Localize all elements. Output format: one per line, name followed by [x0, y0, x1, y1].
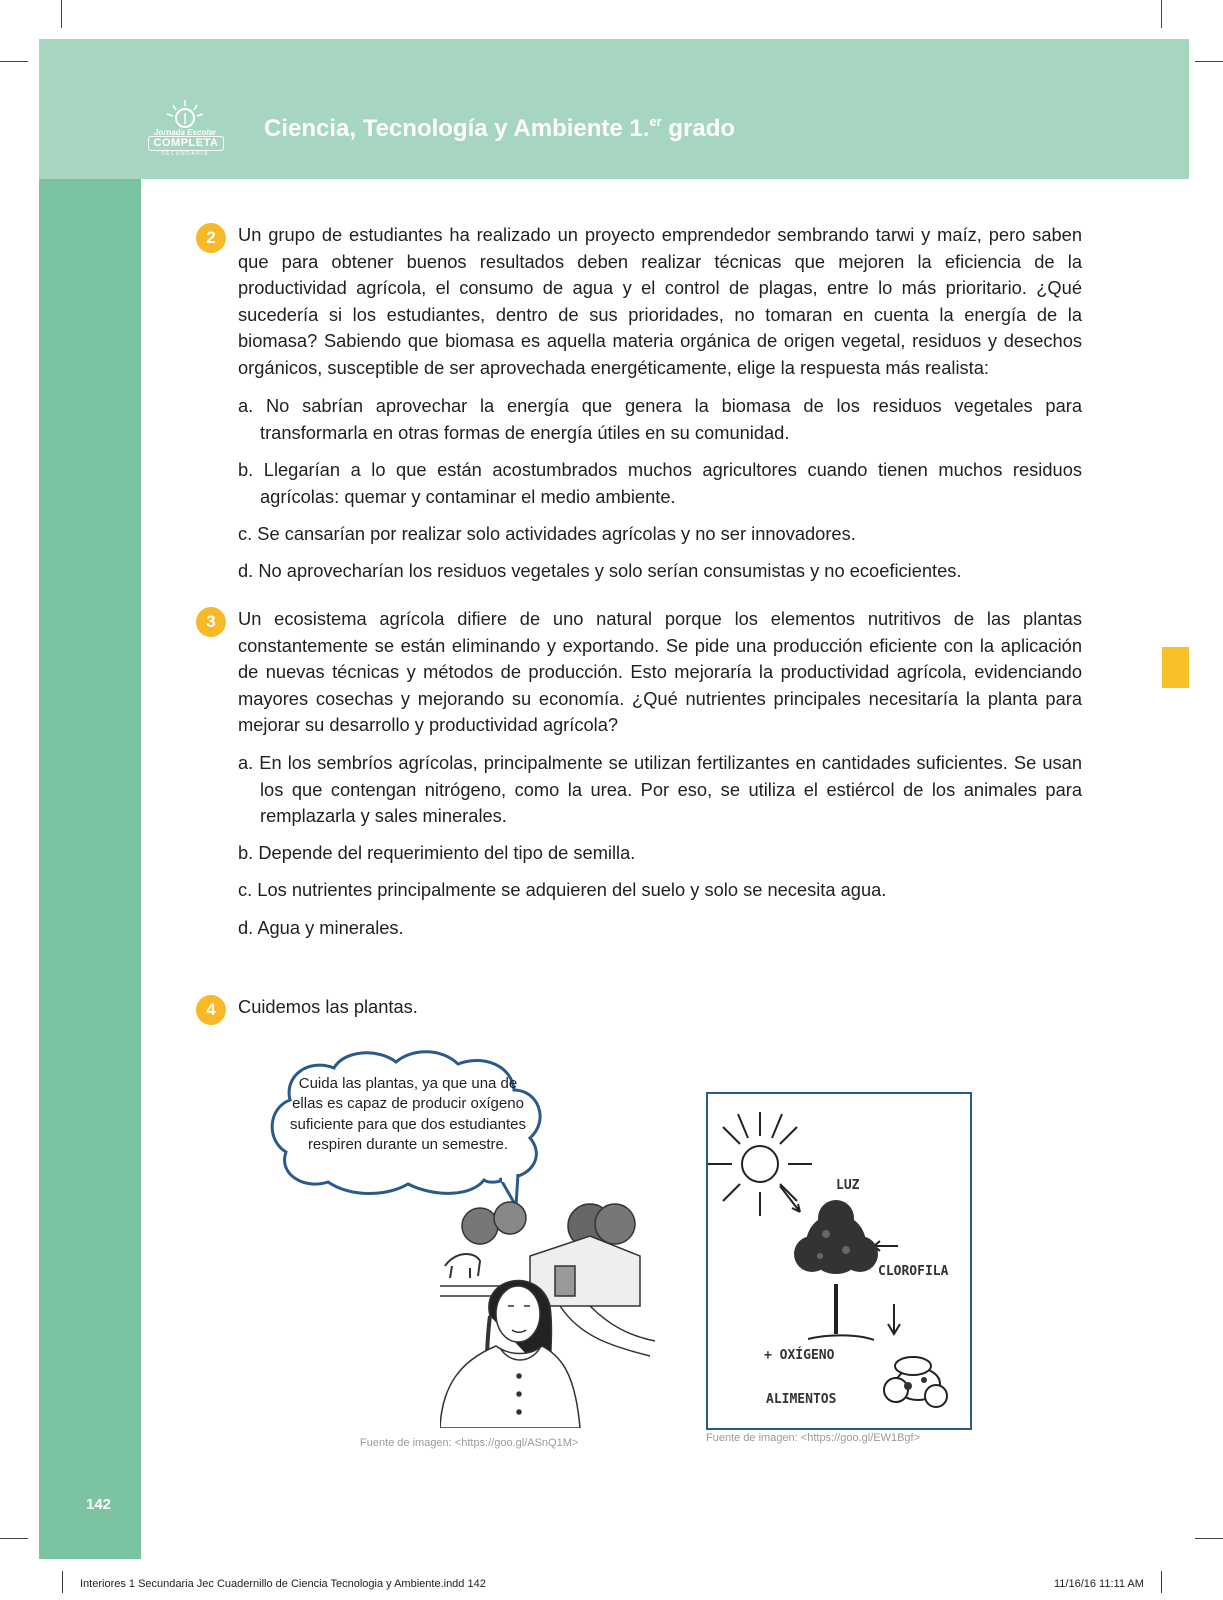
footer-separator	[1161, 1571, 1162, 1593]
option-a: a. No sabrían aprovechar la energía que genera la biomasa de los residuos vegetales para transformarla en otras formas de energía útiles en su comunidad.	[238, 395, 1082, 443]
question-text: Un grupo de estudiantes ha realizado un proyecto emprendedor sembrando tarwi y maíz, pero saben que para obtener buenos resultados deben realizar técnicas que mejoren la eficiencia de la productividad agrícola, el consumo de agua y el control de plagas, entre lo más prioritario. ¿Qué sucedería si los estudiantes, dentro de sus prioridades, no tomaran en cuenta la energía de la biomasa? Sabiendo que biomasa es aquella materia orgánica de origen vegetal, residuos y desechos orgánicos, susceptible de ser aprovechada energéticamente, elige la respuesta más realista:	[238, 224, 1082, 378]
label-oxigeno: + OXÍGENO	[764, 1348, 835, 1363]
option-c: c. Los nutrientes principalmente se adquieren del suelo y solo se necesita agua.	[238, 879, 887, 900]
footer-date: 11/16/16 11:11 AM	[1054, 1578, 1144, 1590]
question-text: Cuidemos las plantas.	[238, 996, 418, 1017]
image-caption-right: Fuente de imagen: <https://goo.gl/EW1Bgf>	[706, 1432, 921, 1444]
question-number: 3	[196, 607, 226, 637]
diagram-drawing	[708, 1094, 970, 1428]
crop-mark	[61, 0, 62, 28]
crop-mark	[0, 61, 28, 62]
footer-file-info: Interiores 1 Secundaria Jec Cuadernillo de Ciencia Tecnologia y Ambiente.indd 142	[80, 1578, 486, 1590]
option-a: a. En los sembríos agrícolas, principalmente se utilizan fertilizantes en cantidades suficientes. Se usan los que contengan nitrógeno, como la urea. Por eso, se utiliza el estiércol de los animales para remplazarla y sales minerales.	[238, 752, 1082, 827]
logo-line3: SECUNDARIA	[161, 151, 209, 157]
sun-icon	[140, 96, 230, 130]
option-b: b. Llegarían a lo que están acostumbrados muchos agricultores cuando tienen muchos residuos agrícolas: quemar y contaminar el medio ambiente.	[238, 459, 1082, 507]
page-number: 142	[86, 1496, 112, 1513]
section-tab	[1162, 647, 1189, 688]
photosynthesis-diagram	[706, 1092, 972, 1430]
crop-mark	[1161, 0, 1162, 28]
question-text: Un ecosistema agrícola difiere de uno natural porque los elementos nutritivos de las plantas constantemente se están eliminando y exportando. Se pide una producción eficiente con la aplicación de nuevas técnicas y métodos de producción. Esto mejoraría la productividad agrícola, evidenciando mayores cosechas y mejorando su economía. ¿Qué nutrientes principales necesitaría la planta para mejorar su desarrollo y productividad agrícola?	[238, 608, 1082, 736]
footer-separator	[62, 1571, 63, 1593]
crop-mark	[1195, 1538, 1223, 1539]
title-suffix: grado	[661, 115, 736, 142]
girl-illustration	[440, 1196, 660, 1428]
option-d: d. Agua y minerales.	[238, 917, 404, 938]
image-caption-left: Fuente de imagen: <https://goo.gl/ASnQ1M>	[360, 1437, 579, 1449]
title-main: Ciencia, Tecnología y Ambiente 1.	[264, 115, 650, 142]
jornada-escolar-logo	[140, 96, 230, 158]
option-c: c. Se cansarían por realizar solo actividades agrícolas y no ser innovadores.	[238, 523, 856, 544]
page-title	[264, 114, 735, 143]
label-luz: LUZ	[836, 1178, 860, 1193]
crop-mark	[1195, 61, 1223, 62]
question-number: 4	[196, 995, 226, 1025]
option-d: d. No aprovecharían los residuos vegetales y solo serían consumistas y no ecoeficientes.	[238, 560, 962, 581]
logo-line1: Jornada Escolar	[153, 128, 217, 137]
side-band	[39, 179, 141, 1559]
question-number: 2	[196, 223, 226, 253]
label-alimentos: ALIMENTOS	[766, 1392, 837, 1407]
logo-line2: COMPLETA	[148, 136, 224, 151]
label-clorofila: CLOROFILA	[878, 1264, 949, 1279]
title-sup: er	[649, 114, 662, 129]
crop-mark	[0, 1538, 28, 1539]
option-b: b. Depende del requerimiento del tipo de semilla.	[238, 842, 636, 863]
bubble-text: Cuida las plantas, ya que una de ellas es capaz de producir oxígeno suficiente para que dos estudiantes respiren durante un semestre.	[290, 1075, 526, 1153]
